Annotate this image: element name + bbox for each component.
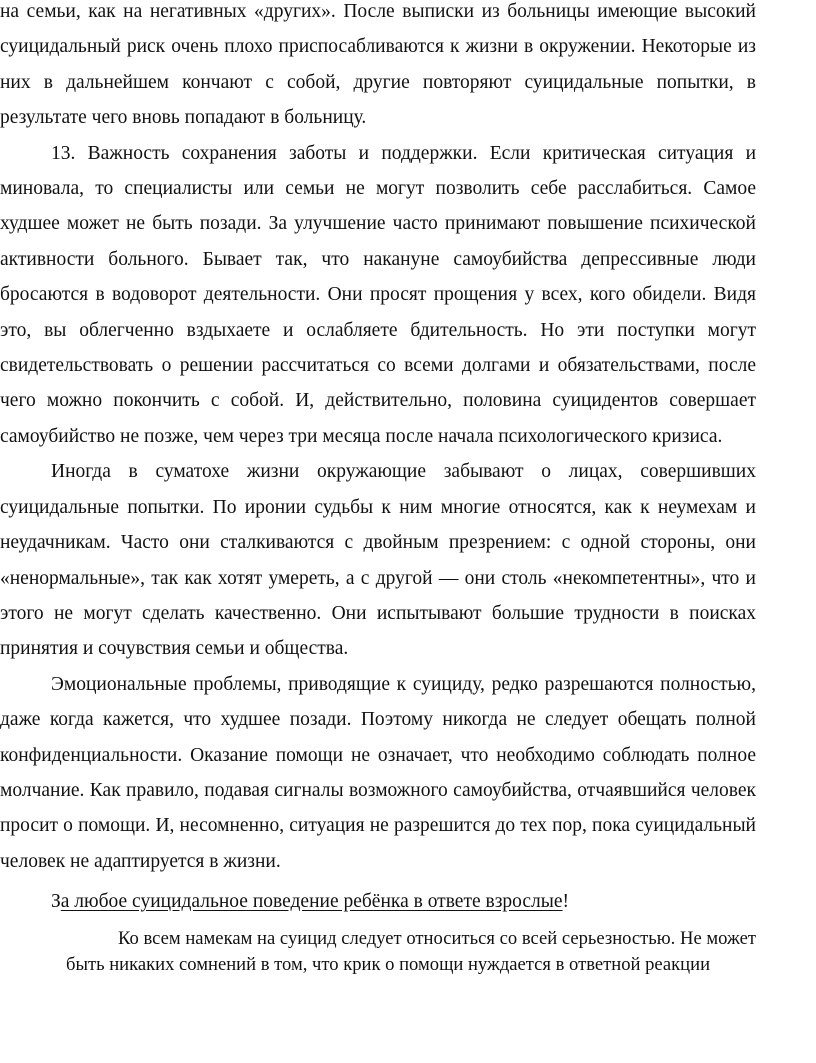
emphasis-suffix: !	[562, 891, 570, 913]
quote-block: Ко всем намекам на суицид следует относиться со всей серьезностью. Не может быть никаких сомнений в том, что крик о помощи нуждается в ответной реакции	[66, 927, 756, 976]
paragraph-emotional-problems: Эмоциональные проблемы, приводящие к суициду, редко разрешаются полностью, даже когда кажется, что худшее позади. Поэтому никогда не следует обещать полной конфиденциальности. Оказание помощи не означает, что необходимо соблюдать полное молчание. Как правило, подавая сигналы возможного самоубийства, отчаявшийся человек просит о помощи. И, несомненно, ситуация не разрешится до тех пор, пока суицидальный человек не адаптируется в жизни.	[0, 673, 756, 872]
paragraph-continuation: на семьи, как на негативных «других». После выписки из больницы имеющие высокий суицидальный риск очень плохо приспосабливаются к жизни в окружении. Некоторые из них в дальнейшем кончают с собой, другие повторяют суицидальные попытки, в результате чего вновь попадают в больницу.	[0, 1, 756, 129]
emphasis-statement	[0, 884, 756, 919]
emphasis-prefix: З	[51, 891, 61, 913]
paragraph-forgotten-attempters: Иногда в суматохе жизни окружающие забывают о лицах, совершивших суицидальные попытки. По иронии судьбы к ним многие относятся, как к неумехам и неудачникам. Часто они сталкиваются с двойным презрением: с одной стороны, они «ненормальные», так как хотят умереть, а с другой — они столь «некомпетентны», что и этого не могут сделать качественно. Они испытывают большие трудности в поисках принятия и сочувствия семьи и общества.	[0, 461, 756, 660]
emphasis-underlined: а любое суицидальное поведение ребёнка в ответе взрослые	[60, 891, 563, 913]
paragraph-item-13: 13. Важность сохранения заботы и поддержки. Если критическая ситуация и миновала, то специалисты или семьи не могут позволить себе расслабиться. Самое худшее может не быть позади. За улучшение часто принимают повышение психической активности больного. Бывает так, что накануне самоубийства депрессивные люди бросаются в водоворот деятельности. Они просят прощения у всех, кого обидели. Видя это, вы облегченно вздыхаете и ослабляете бдительность. Но эти поступки могут свидетельствовать о решении рассчитаться со всеми долгами и обязательствами, после чего можно покончить с собой. И, действительно, половина суицидентов совершает самоубийство не позже, чем через три месяца после начала психологического кризиса.	[0, 142, 756, 447]
